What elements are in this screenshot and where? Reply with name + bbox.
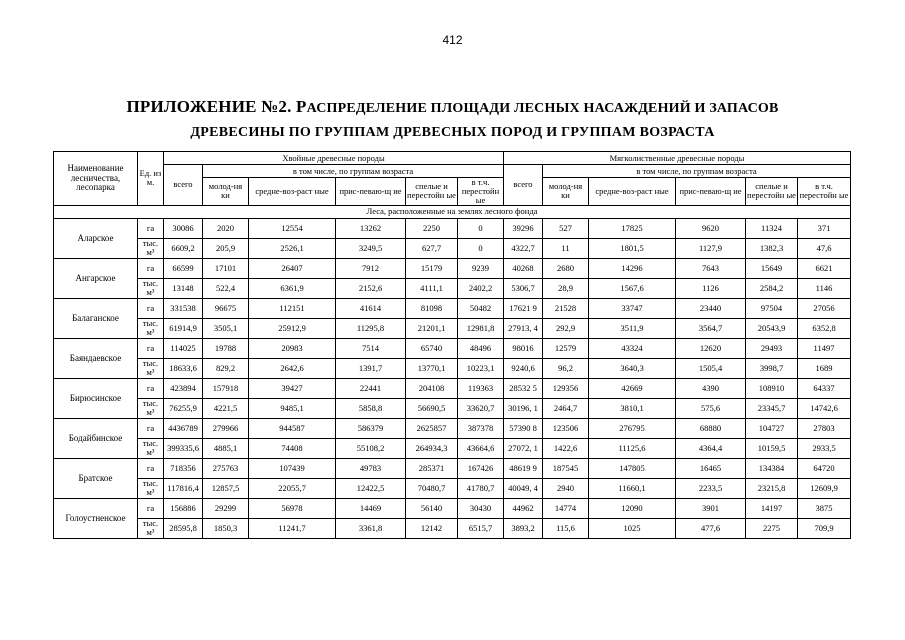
- cell-volume: 3505,1: [203, 318, 249, 338]
- cell-ha: 112151: [249, 298, 336, 318]
- unit-volume: [138, 518, 164, 538]
- unit-volume: [138, 438, 164, 458]
- cell-volume: 12142: [406, 518, 458, 538]
- cell-ha: 26407: [249, 258, 336, 278]
- cell-volume: 30196, 1: [504, 398, 543, 418]
- header-overmature: в т.ч. перестойн ые: [798, 178, 851, 206]
- unit-suffix: м³: [146, 527, 155, 538]
- cell-ha: 29299: [203, 498, 249, 518]
- cell-volume: 13148: [164, 278, 203, 298]
- cell-ha: 3901: [676, 498, 746, 518]
- header-overmature: в т.ч. перестойн ые: [458, 178, 504, 206]
- cell-ha: 22441: [336, 378, 406, 398]
- cell-ha: 114025: [164, 338, 203, 358]
- title-rest: АСПРЕДЕЛЕНИЕ ПЛОЩАДИ ЛЕСНЫХ НАСАЖДЕНИЙ И ЗАПАСОВ: [306, 101, 779, 116]
- table-row: [54, 358, 851, 378]
- forestry-name: Аларское: [54, 218, 138, 258]
- cell-volume: 4322,7: [504, 238, 543, 258]
- cell-volume: 13770,1: [406, 358, 458, 378]
- cell-volume: 2584,2: [746, 278, 798, 298]
- unit-suffix: м³: [146, 407, 155, 418]
- cell-ha: 48619 9: [504, 458, 543, 478]
- header-deciduous-total: всего: [504, 165, 543, 206]
- unit-prefix: тыс.: [142, 518, 159, 529]
- cell-volume: 12857,5: [203, 478, 249, 498]
- cell-volume: 11660,1: [589, 478, 676, 498]
- cell-ha: 29493: [746, 338, 798, 358]
- cell-volume: 11295,8: [336, 318, 406, 338]
- cell-volume: 1127,9: [676, 238, 746, 258]
- cell-ha: 14197: [746, 498, 798, 518]
- cell-volume: 18633,6: [164, 358, 203, 378]
- header-middle: средне-воз-раст ные: [589, 178, 676, 206]
- section-title: Леса, расположенные на землях лесного фонда: [54, 205, 851, 218]
- cell-ha: 16465: [676, 458, 746, 478]
- header-conifer-total: всего: [164, 165, 203, 206]
- unit-prefix: тыс.: [142, 398, 159, 409]
- cell-volume: 76255,9: [164, 398, 203, 418]
- header-young: молод-ня ки: [203, 178, 249, 206]
- cell-ha: 7514: [336, 338, 406, 358]
- cell-volume: 12422,5: [336, 478, 406, 498]
- cell-ha: 167426: [458, 458, 504, 478]
- cell-ha: 157918: [203, 378, 249, 398]
- cell-ha: 30430: [458, 498, 504, 518]
- cell-volume: 1567,6: [589, 278, 676, 298]
- cell-ha: 387378: [458, 418, 504, 438]
- cell-volume: 9240,6: [504, 358, 543, 378]
- cell-volume: 22055,7: [249, 478, 336, 498]
- cell-ha: 944587: [249, 418, 336, 438]
- unit-suffix: м³: [146, 247, 155, 258]
- cell-volume: 10223,1: [458, 358, 504, 378]
- header-mature: спелые и перестойн ые: [406, 178, 458, 206]
- cell-ha: 21528: [543, 298, 589, 318]
- cell-ha: 423894: [164, 378, 203, 398]
- cell-volume: 3810,1: [589, 398, 676, 418]
- unit-suffix: м³: [146, 487, 155, 498]
- unit-ha: га: [138, 498, 164, 518]
- cell-volume: 47,6: [798, 238, 851, 258]
- cell-volume: 21201,1: [406, 318, 458, 338]
- cell-ha: 68880: [676, 418, 746, 438]
- cell-ha: 50482: [458, 298, 504, 318]
- cell-ha: 40268: [504, 258, 543, 278]
- unit-prefix: тыс.: [142, 278, 159, 289]
- cell-volume: 3361,8: [336, 518, 406, 538]
- table-row: [54, 518, 851, 538]
- header-unit: Ед. из м.: [138, 152, 164, 206]
- cell-volume: 5306,7: [504, 278, 543, 298]
- cell-ha: 9620: [676, 218, 746, 238]
- unit-volume: [138, 478, 164, 498]
- cell-volume: 399335,6: [164, 438, 203, 458]
- header-deciduous-by-age: в том числе, по группам возраста: [543, 165, 851, 178]
- cell-ha: 15179: [406, 258, 458, 278]
- header-young: молод-ня ки: [543, 178, 589, 206]
- page-number: 412: [442, 33, 463, 47]
- cell-ha: 7643: [676, 258, 746, 278]
- table-row: [54, 478, 851, 498]
- cell-volume: 4111,1: [406, 278, 458, 298]
- title-line-2: ДРЕВЕСИНЫ ПО ГРУППАМ ДРЕВЕСНЫХ ПОРОД И ГРУППАМ ВОЗРАСТА: [190, 125, 715, 140]
- cell-ha: 49783: [336, 458, 406, 478]
- header-mature: спелые и перестойн ые: [746, 178, 798, 206]
- cell-ha: 187545: [543, 458, 589, 478]
- cell-volume: 1382,3: [746, 238, 798, 258]
- header-conifer: Хвойные древесные породы: [164, 152, 504, 165]
- cell-volume: 9485,1: [249, 398, 336, 418]
- unit-volume: [138, 398, 164, 418]
- table-row: [54, 438, 851, 458]
- cell-volume: 3640,3: [589, 358, 676, 378]
- cell-volume: 1850,3: [203, 518, 249, 538]
- cell-volume: 2275: [746, 518, 798, 538]
- cell-ha: 17825: [589, 218, 676, 238]
- cell-volume: 6515,7: [458, 518, 504, 538]
- cell-volume: 70480,7: [406, 478, 458, 498]
- unit-volume: [138, 318, 164, 338]
- forestry-name: Бодайбинское: [54, 418, 138, 458]
- cell-volume: 11125,6: [589, 438, 676, 458]
- cell-ha: 11324: [746, 218, 798, 238]
- cell-volume: 1025: [589, 518, 676, 538]
- cell-volume: 2940: [543, 478, 589, 498]
- cell-ha: 65740: [406, 338, 458, 358]
- unit-prefix: тыс.: [142, 318, 159, 329]
- cell-ha: 11497: [798, 338, 851, 358]
- cell-volume: 575,6: [676, 398, 746, 418]
- cell-ha: 276795: [589, 418, 676, 438]
- unit-suffix: м³: [146, 367, 155, 378]
- cell-volume: 1391,7: [336, 358, 406, 378]
- cell-ha: 97504: [746, 298, 798, 318]
- table-row: [54, 238, 851, 258]
- cell-volume: 28595,8: [164, 518, 203, 538]
- cell-volume: 27072, 1: [504, 438, 543, 458]
- cell-volume: 2402,2: [458, 278, 504, 298]
- cell-volume: 40049, 4: [504, 478, 543, 498]
- forestry-name: Бирюсинское: [54, 378, 138, 418]
- cell-ha: 42669: [589, 378, 676, 398]
- cell-ha: 98016: [504, 338, 543, 358]
- cell-ha: 129356: [543, 378, 589, 398]
- cell-ha: 285371: [406, 458, 458, 478]
- cell-volume: 522,4: [203, 278, 249, 298]
- cell-volume: 12981,8: [458, 318, 504, 338]
- cell-volume: 23215,8: [746, 478, 798, 498]
- cell-volume: 12609,9: [798, 478, 851, 498]
- cell-ha: 279966: [203, 418, 249, 438]
- cell-ha: 41614: [336, 298, 406, 318]
- header-deciduous: Мягколиственные древесные породы: [504, 152, 851, 165]
- cell-volume: 3893,2: [504, 518, 543, 538]
- cell-ha: 14774: [543, 498, 589, 518]
- header-conifer-by-age: в том числе, по группам возраста: [203, 165, 504, 178]
- cell-volume: 3249,5: [336, 238, 406, 258]
- cell-ha: 2250: [406, 218, 458, 238]
- unit-ha: га: [138, 298, 164, 318]
- cell-ha: 33747: [589, 298, 676, 318]
- cell-ha: 14296: [589, 258, 676, 278]
- cell-volume: 1126: [676, 278, 746, 298]
- cell-volume: 627,7: [406, 238, 458, 258]
- cell-ha: 17621 9: [504, 298, 543, 318]
- cell-ha: 28532 5: [504, 378, 543, 398]
- cell-ha: 0: [458, 218, 504, 238]
- cell-ha: 331538: [164, 298, 203, 318]
- cell-volume: 1801,5: [589, 238, 676, 258]
- cell-ha: 23440: [676, 298, 746, 318]
- cell-ha: 19788: [203, 338, 249, 358]
- cell-ha: 44962: [504, 498, 543, 518]
- cell-volume: 0: [458, 238, 504, 258]
- cell-ha: 4390: [676, 378, 746, 398]
- unit-suffix: м³: [146, 447, 155, 458]
- cell-ha: 2020: [203, 218, 249, 238]
- cell-volume: 115,6: [543, 518, 589, 538]
- cell-volume: 61914,9: [164, 318, 203, 338]
- unit-ha: га: [138, 378, 164, 398]
- unit-volume: [138, 358, 164, 378]
- cell-volume: 23345,7: [746, 398, 798, 418]
- cell-volume: 117816,4: [164, 478, 203, 498]
- unit-prefix: тыс.: [142, 478, 159, 489]
- cell-volume: 20543,9: [746, 318, 798, 338]
- cell-volume: 5858,8: [336, 398, 406, 418]
- header-ripening: прис-певаю-щ ие: [336, 178, 406, 206]
- cell-ha: 123506: [543, 418, 589, 438]
- cell-ha: 2625857: [406, 418, 458, 438]
- forest-data-table: [53, 151, 851, 539]
- cell-volume: 2642,6: [249, 358, 336, 378]
- cell-ha: 14469: [336, 498, 406, 518]
- cell-ha: 27056: [798, 298, 851, 318]
- header-ripening: прис-певаю-щ ие: [676, 178, 746, 206]
- header-name: Наименование лесничества, лесопарка: [54, 152, 138, 206]
- cell-ha: 12554: [249, 218, 336, 238]
- cell-volume: 11: [543, 238, 589, 258]
- unit-ha: га: [138, 458, 164, 478]
- cell-volume: 33620,7: [458, 398, 504, 418]
- cell-ha: 12090: [589, 498, 676, 518]
- cell-volume: 43664,6: [458, 438, 504, 458]
- cell-ha: 64720: [798, 458, 851, 478]
- table-row: [54, 298, 851, 318]
- unit-suffix: м³: [146, 327, 155, 338]
- cell-volume: 4885,1: [203, 438, 249, 458]
- cell-ha: 147805: [589, 458, 676, 478]
- cell-volume: 4221,5: [203, 398, 249, 418]
- cell-volume: 11241,7: [249, 518, 336, 538]
- cell-ha: 275763: [203, 458, 249, 478]
- cell-volume: 2152,6: [336, 278, 406, 298]
- cell-ha: 27803: [798, 418, 851, 438]
- cell-ha: 134384: [746, 458, 798, 478]
- unit-suffix: м³: [146, 287, 155, 298]
- cell-ha: 156886: [164, 498, 203, 518]
- cell-ha: 56140: [406, 498, 458, 518]
- unit-volume: [138, 278, 164, 298]
- unit-volume: [138, 238, 164, 258]
- cell-ha: 30086: [164, 218, 203, 238]
- cell-volume: 10159,5: [746, 438, 798, 458]
- table-row: [54, 398, 851, 418]
- cell-ha: 2680: [543, 258, 589, 278]
- cell-ha: 20983: [249, 338, 336, 358]
- unit-ha: га: [138, 418, 164, 438]
- forestry-name: Голоустненское: [54, 498, 138, 538]
- cell-volume: 96,2: [543, 358, 589, 378]
- table-row: [54, 218, 851, 238]
- cell-volume: 1422,6: [543, 438, 589, 458]
- cell-volume: 264934,3: [406, 438, 458, 458]
- cell-ha: 81098: [406, 298, 458, 318]
- title-prefix: ПРИЛОЖЕНИЕ №2. Р: [126, 97, 307, 116]
- cell-volume: 3511,9: [589, 318, 676, 338]
- cell-ha: 104727: [746, 418, 798, 438]
- table-row: [54, 498, 851, 518]
- header-middle: средне-воз-раст ные: [249, 178, 336, 206]
- cell-volume: 4364,4: [676, 438, 746, 458]
- cell-volume: 6361,9: [249, 278, 336, 298]
- table-row: [54, 258, 851, 278]
- cell-volume: 3564,7: [676, 318, 746, 338]
- table-row: [54, 418, 851, 438]
- cell-ha: 64337: [798, 378, 851, 398]
- cell-volume: 27913, 4: [504, 318, 543, 338]
- cell-ha: 718356: [164, 458, 203, 478]
- unit-prefix: тыс.: [142, 358, 159, 369]
- table-row: [54, 458, 851, 478]
- cell-ha: 371: [798, 218, 851, 238]
- cell-volume: 292,9: [543, 318, 589, 338]
- unit-ha: га: [138, 218, 164, 238]
- cell-volume: 6609,2: [164, 238, 203, 258]
- cell-ha: 12620: [676, 338, 746, 358]
- cell-volume: 2464,7: [543, 398, 589, 418]
- cell-ha: 13262: [336, 218, 406, 238]
- cell-volume: 2526,1: [249, 238, 336, 258]
- cell-volume: 56690,5: [406, 398, 458, 418]
- cell-ha: 57390 8: [504, 418, 543, 438]
- cell-volume: 1146: [798, 278, 851, 298]
- cell-volume: 2933,5: [798, 438, 851, 458]
- cell-ha: 586379: [336, 418, 406, 438]
- title-line-1: [0, 97, 905, 117]
- cell-volume: 3998,7: [746, 358, 798, 378]
- table-row: [54, 338, 851, 358]
- cell-volume: 25912,9: [249, 318, 336, 338]
- cell-volume: 477,6: [676, 518, 746, 538]
- unit-prefix: тыс.: [142, 238, 159, 249]
- cell-ha: 12579: [543, 338, 589, 358]
- cell-ha: 66599: [164, 258, 203, 278]
- unit-ha: га: [138, 258, 164, 278]
- cell-volume: 205,9: [203, 238, 249, 258]
- cell-ha: 6621: [798, 258, 851, 278]
- cell-ha: 3875: [798, 498, 851, 518]
- cell-ha: 107439: [249, 458, 336, 478]
- table-row: [54, 378, 851, 398]
- cell-ha: 17101: [203, 258, 249, 278]
- cell-volume: 28,9: [543, 278, 589, 298]
- cell-volume: 709,9: [798, 518, 851, 538]
- cell-volume: 829,2: [203, 358, 249, 378]
- cell-ha: 204108: [406, 378, 458, 398]
- cell-ha: 9239: [458, 258, 504, 278]
- cell-volume: 41780,7: [458, 478, 504, 498]
- table-row: [54, 278, 851, 298]
- cell-ha: 7912: [336, 258, 406, 278]
- cell-ha: 39427: [249, 378, 336, 398]
- cell-ha: 48496: [458, 338, 504, 358]
- cell-volume: 1689: [798, 358, 851, 378]
- forestry-name: Братское: [54, 458, 138, 498]
- cell-ha: 56978: [249, 498, 336, 518]
- forestry-name: Балаганское: [54, 298, 138, 338]
- cell-volume: 1505,4: [676, 358, 746, 378]
- cell-ha: 4436789: [164, 418, 203, 438]
- unit-ha: га: [138, 338, 164, 358]
- cell-ha: 15649: [746, 258, 798, 278]
- unit-prefix: тыс.: [142, 438, 159, 449]
- cell-volume: 55108,2: [336, 438, 406, 458]
- forestry-name: Ангарское: [54, 258, 138, 298]
- cell-volume: 74408: [249, 438, 336, 458]
- cell-volume: 14742,6: [798, 398, 851, 418]
- cell-volume: 6352,8: [798, 318, 851, 338]
- table-row: [54, 318, 851, 338]
- forestry-name: Баяндаевское: [54, 338, 138, 378]
- cell-ha: 43324: [589, 338, 676, 358]
- cell-ha: 119363: [458, 378, 504, 398]
- cell-ha: 96675: [203, 298, 249, 318]
- cell-ha: 527: [543, 218, 589, 238]
- cell-ha: 39296: [504, 218, 543, 238]
- cell-volume: 2233,5: [676, 478, 746, 498]
- cell-ha: 108910: [746, 378, 798, 398]
